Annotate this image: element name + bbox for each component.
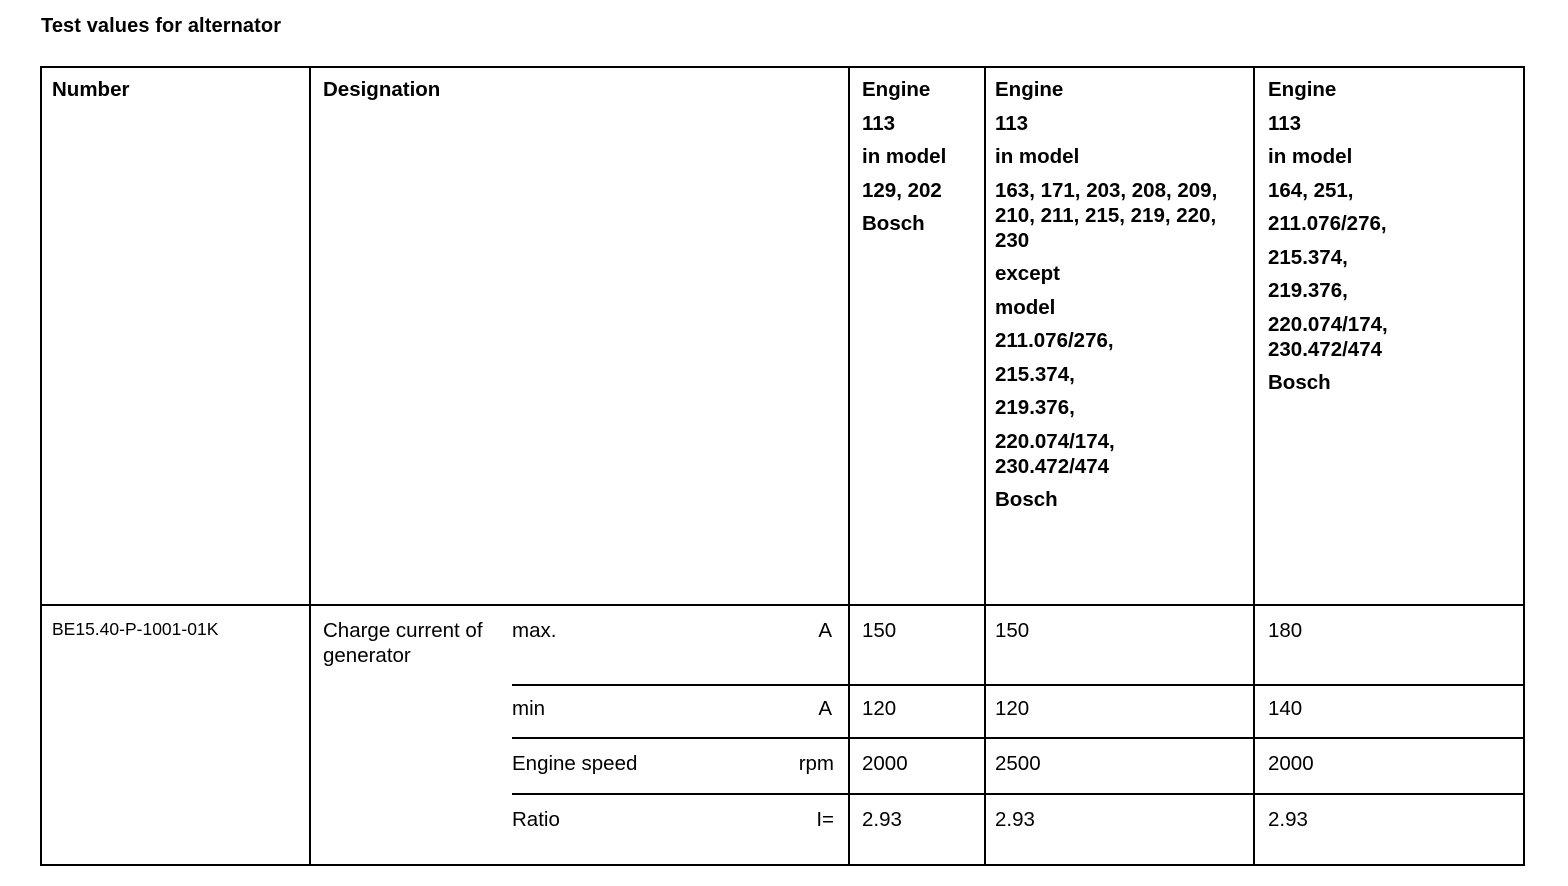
- table-border-left: [40, 66, 42, 866]
- param-value-col-1: 150: [862, 619, 897, 642]
- param-value-col-1: 2.93: [862, 808, 902, 831]
- param-label: min: [512, 697, 546, 720]
- col-separator-1: [309, 66, 311, 866]
- param-value-col-1: 2000: [862, 752, 908, 775]
- param-unit: A: [818, 697, 832, 720]
- param-value-col-3: 180: [1268, 619, 1303, 642]
- param-value-col-3: 2.93: [1268, 808, 1308, 831]
- param-label: max.: [512, 619, 557, 642]
- param-separator-3: [512, 793, 1525, 795]
- param-unit: A: [818, 619, 832, 642]
- param-value-col-2: 120: [995, 697, 1030, 720]
- param-value-col-1: 120: [862, 697, 897, 720]
- param-value-col-2: 150: [995, 619, 1030, 642]
- table-border-bottom: [40, 864, 1525, 866]
- param-separator-1: [512, 684, 1525, 686]
- col-separator-4: [1253, 66, 1255, 866]
- page-title: Test values for alternator: [41, 15, 282, 37]
- header-engine-col-1: Engine 113 in model 129, 202 Bosch: [862, 78, 947, 235]
- param-value-col-3: 140: [1268, 697, 1303, 720]
- param-value-col-2: 2.93: [995, 808, 1035, 831]
- table-border-top: [40, 66, 1525, 68]
- header-designation: Designation: [323, 78, 441, 101]
- param-unit: I=: [816, 808, 834, 831]
- header-separator: [40, 604, 1525, 606]
- row-designation: Charge current of generator: [323, 619, 483, 667]
- header-number: Number: [52, 78, 130, 101]
- param-value-col-3: 2000: [1268, 752, 1314, 775]
- param-separator-2: [512, 737, 1525, 739]
- table-border-right: [1523, 66, 1525, 866]
- header-engine-col-3: Engine 113 in model 164, 251, 211.076/276, 215.374, 219.376, 220.074/174, 230.472/474 Bosch: [1268, 78, 1388, 394]
- col-separator-3: [984, 66, 986, 866]
- header-engine-col-2: Engine 113 in model 163, 171, 203, 208, 209, 210, 211, 215, 219, 220, 230 except model 211.076/276, 215.374, 219.376, 220.074/174, 230.472/474 Bosch: [995, 78, 1218, 511]
- param-label: Ratio: [512, 808, 560, 831]
- param-label: Engine speed: [512, 752, 638, 775]
- row-number: BE15.40-P-1001-01K: [52, 619, 219, 639]
- param-unit: rpm: [798, 752, 834, 775]
- col-separator-2: [848, 66, 850, 866]
- param-value-col-2: 2500: [995, 752, 1041, 775]
